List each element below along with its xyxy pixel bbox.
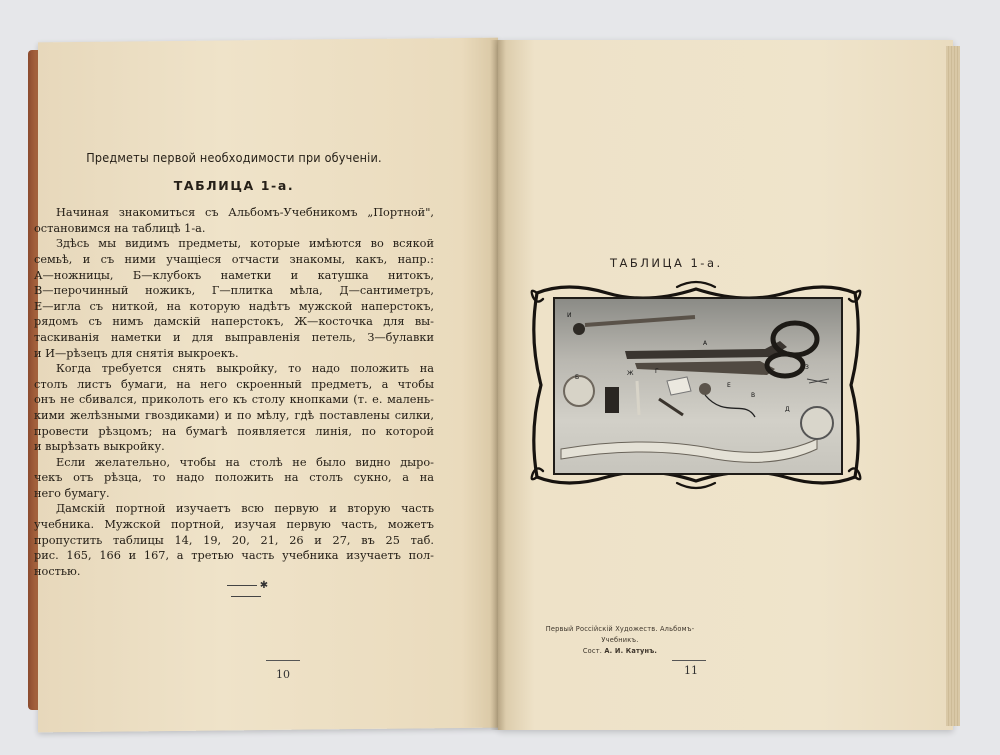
text-line: семьѣ, и съ ними учащіеся отчасти знакомы, какъ, напр.: [34, 252, 434, 266]
thread-spool-icon [605, 387, 619, 413]
text-line: Е—игла съ ниткой, на которую надѣтъ мужской наперстокъ, [34, 299, 434, 313]
plate-letter: Е [727, 382, 731, 389]
text-line: таскиванія наметки и для выправленія петель, З—булавки [34, 330, 434, 344]
text-line: ностью. [34, 564, 81, 578]
text-line: Когда требуется снять выкройку, то надо положить на [56, 362, 434, 376]
text-line: рядомъ съ нимъ дамскій наперстокъ, Ж—косточка для вы- [34, 315, 434, 329]
sewing-tools-photo [553, 297, 843, 475]
plate-letter: Д [785, 406, 790, 413]
text-line: А—ножницы, Б—клубокъ наметки и катушка нитокъ, [34, 268, 434, 282]
tracing-wheel-icon [573, 317, 695, 335]
page-number-right: 11 [684, 664, 698, 677]
thimble-icon [699, 383, 711, 395]
page-number-rule-right [672, 660, 706, 661]
plate-letter: И [567, 312, 572, 319]
pocket-knife-icon [637, 381, 639, 415]
needle-thread-icon [705, 395, 755, 417]
page-number-rule [266, 660, 300, 661]
plate-title: ТАБЛИЦА 1-а. [610, 256, 723, 270]
text-line: рис. 165, 166 и 167, а третью часть учебника изучаетъ пол- [34, 549, 434, 563]
text-line: него бумагу. [34, 486, 110, 500]
text-line: остановимся на таблицѣ 1-а. [34, 221, 206, 235]
scissors-icon [625, 323, 817, 376]
text-line: Здѣсь мы видимъ предметы, которые имѣются во всякой [56, 237, 434, 251]
plate-letter: З [805, 364, 809, 371]
chalk-icon [667, 377, 691, 395]
plate-letter: В [751, 392, 756, 399]
publisher-credit [540, 624, 700, 657]
page-number-left: 10 [276, 668, 290, 681]
text-line: В—перочинный ножикъ, Г—плитка мѣла, Д—сантиметръ, [34, 284, 434, 298]
page-heading: Предметы первой необходимости при обученіи. [86, 150, 382, 165]
body-text [34, 205, 434, 579]
credit-prefix: Сост. [582, 647, 603, 655]
text-line: чекъ отъ рѣзца, то надо положить на столъ сукно, а на [34, 471, 434, 485]
illustration-plate [527, 279, 865, 491]
plate-letter: Б [575, 374, 580, 381]
text-line: Если желательно, чтобы на столѣ не было видно дыро- [56, 455, 434, 469]
table-label: ТАБЛИЦА 1-а. [173, 177, 295, 193]
section-ornament: ✱ [206, 580, 286, 602]
text-line: онъ не сбивался, приколоть его къ столу кнопками (т. е. малень- [34, 393, 434, 407]
credit-line-2 [540, 646, 700, 657]
text-line: пропустить таблицы 14, 19, 20, 21, 26 и 27, въ 25 таб. [34, 533, 434, 547]
credit-line-1: Первый Россійскій Художеств. Альбомъ-Учебникъ. [545, 625, 695, 644]
text-line: и И—рѣзецъ для снятія выкроекъ. [34, 346, 239, 360]
text-line: Начиная знакомиться съ Альбомъ-Учебникомъ „Портной", [56, 206, 434, 220]
text-line: кими желѣзными гвоздиками) и по мѣлу, гдѣ поставлены силки, [34, 408, 434, 422]
pins-icon [807, 379, 829, 383]
text-line: учебника. Мужской портной, изучая первую часть, можетъ [34, 518, 434, 532]
text-line: Дамскій портной изучаетъ всю первую и вторую часть [56, 502, 434, 516]
plate-letter: Г [655, 368, 659, 375]
bone-tool-icon [659, 399, 683, 415]
book-gutter [490, 40, 506, 730]
plate-letter: Ж [627, 370, 634, 377]
plate-letter: А [703, 340, 708, 347]
text-line: и вырѣзать выкройку. [34, 440, 165, 454]
text-line: провести рѣзцомъ; на бумагѣ появляется линія, по которой [34, 424, 434, 438]
text-line: столъ листъ бумаги, на него скроенный предметъ, а чтобы [34, 377, 434, 391]
page-block-edge [946, 46, 960, 726]
left-page-text [34, 150, 434, 579]
tape-measure-icon [561, 407, 833, 462]
credit-author: А. И. Катунъ. [604, 647, 658, 655]
